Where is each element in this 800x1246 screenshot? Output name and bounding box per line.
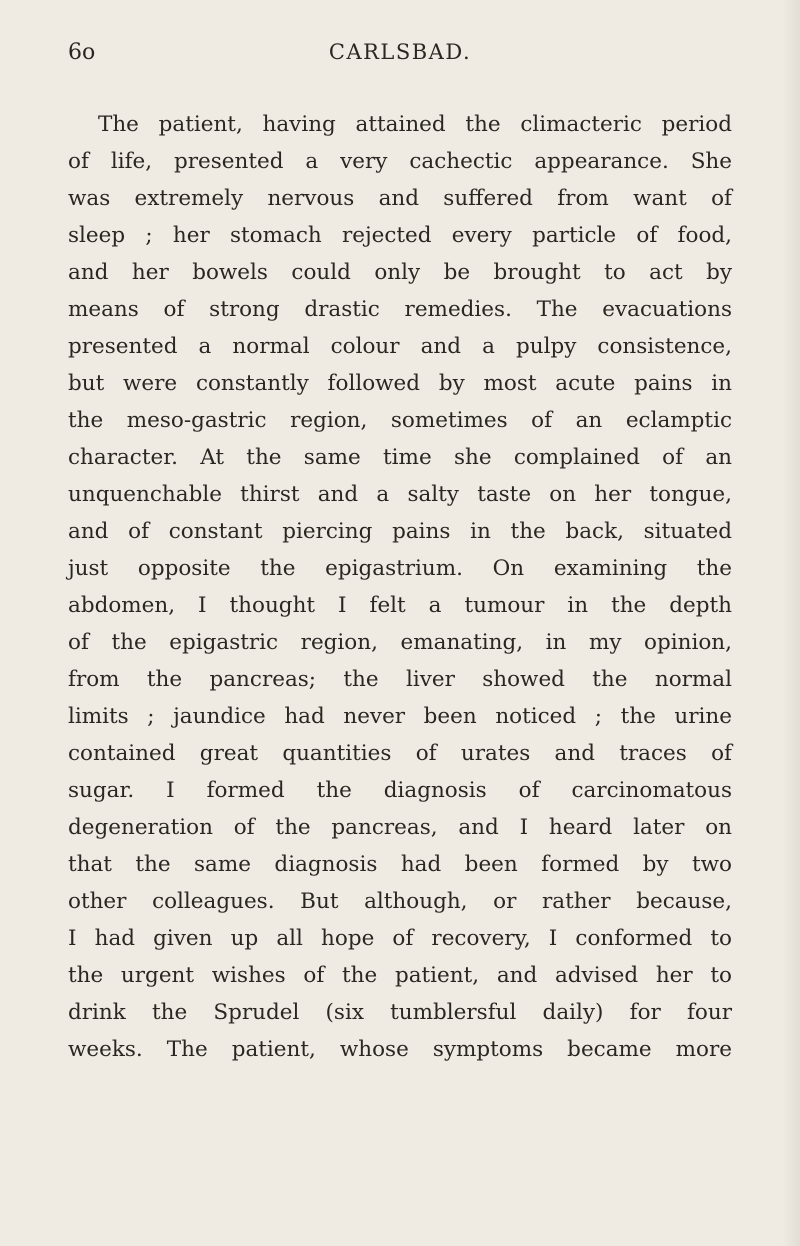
text-line: from the pancreas; the liver showed the normal xyxy=(68,667,732,692)
text-line: that the same diagnosis had been formed by two xyxy=(68,852,732,877)
text-line: means of strong drastic remedies. The evacuations xyxy=(68,297,732,322)
running-head: CARLSBAD. xyxy=(328,40,472,64)
page-number: 6o xyxy=(68,40,96,65)
text-line: The patient, having attained the climacteric period xyxy=(98,112,732,137)
page-header xyxy=(68,40,732,76)
text-line: contained great quantities of urates and traces of xyxy=(68,741,732,766)
text-line: limits ; jaundice had never been noticed ; the urine xyxy=(68,704,732,729)
text-line: drink the Sprudel (six tumblersful daily) for four xyxy=(68,1000,732,1025)
text-line: abdomen, I thought I felt a tumour in the depth xyxy=(68,593,732,618)
text-line: I had given up all hope of recovery, I conformed to xyxy=(68,926,732,951)
text-line: degeneration of the pancreas, and I heard later on xyxy=(68,815,732,840)
body-paragraph xyxy=(68,106,732,1068)
text-line: was extremely nervous and suffered from want of xyxy=(68,186,732,211)
text-line: sleep ; her stomach rejected every particle of food, xyxy=(68,223,732,248)
page-edge-shadow xyxy=(782,0,800,1246)
text-line: weeks. The patient, whose symptoms became more xyxy=(68,1037,732,1062)
text-line: the meso-gastric region, sometimes of an eclamptic xyxy=(68,408,732,433)
text-line: presented a normal colour and a pulpy consistence, xyxy=(68,334,732,359)
text-line: just opposite the epigastrium. On examining the xyxy=(68,556,732,581)
text-line: and of constant piercing pains in the back, situated xyxy=(68,519,732,544)
text-line: but were constantly followed by most acute pains in xyxy=(68,371,732,396)
text-line: of the epigastric region, emanating, in my opinion, xyxy=(68,630,732,655)
text-line: the urgent wishes of the patient, and advised her to xyxy=(68,963,732,988)
text-line: of life, presented a very cachectic appearance. She xyxy=(68,149,732,174)
text-line: unquenchable thirst and a salty taste on her tongue, xyxy=(68,482,732,507)
text-line: character. At the same time she complained of an xyxy=(68,445,732,470)
text-line: sugar. I formed the diagnosis of carcinomatous xyxy=(68,778,732,803)
text-line: and her bowels could only be brought to act by xyxy=(68,260,732,285)
text-line: other colleagues. But although, or rather because, xyxy=(68,889,732,914)
